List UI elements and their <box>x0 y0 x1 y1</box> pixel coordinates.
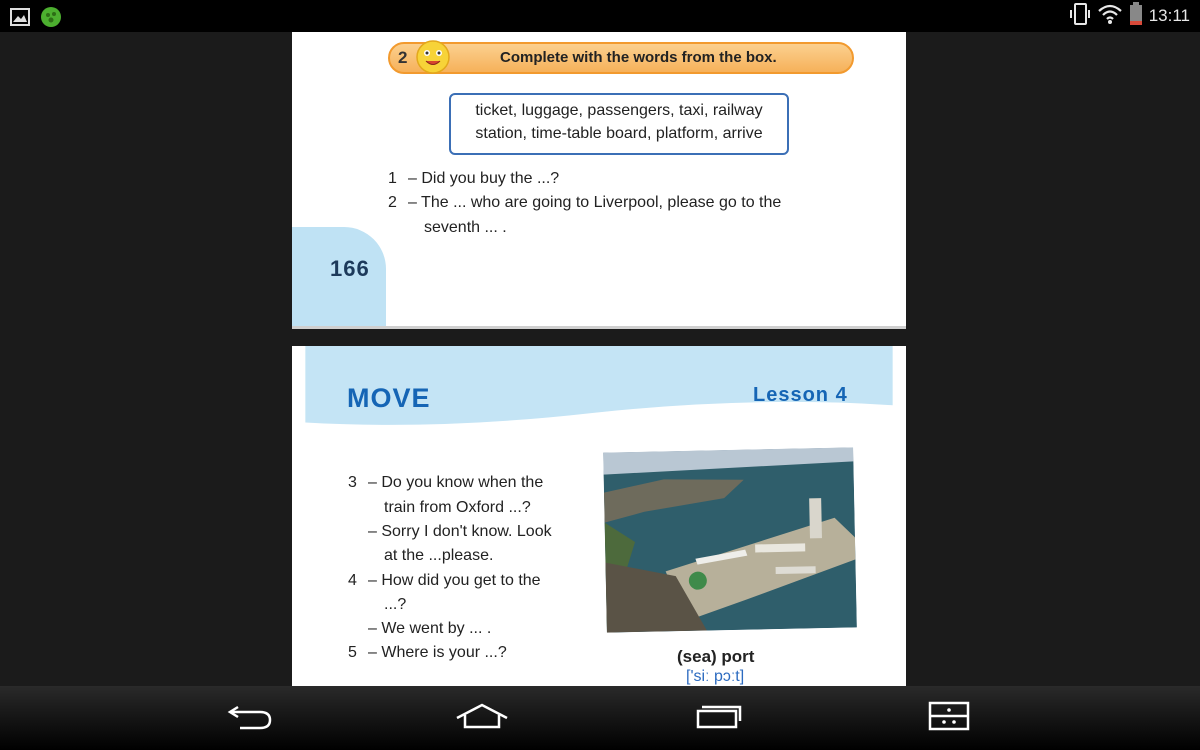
smiley-icon <box>414 38 452 76</box>
sentence-text: – Do you know when the <box>368 474 544 491</box>
home-icon <box>453 701 511 736</box>
back-button[interactable] <box>220 698 280 738</box>
sentence-text: – Where is your ...? <box>368 644 507 661</box>
task-number: 2 <box>398 48 408 67</box>
sentence-text: – We went by ... . <box>368 620 492 637</box>
sentence-number: 3 <box>348 474 357 491</box>
unit-title: MOVE <box>347 383 431 413</box>
page-166 <box>292 32 906 329</box>
battery-icon <box>1129 2 1143 31</box>
sentence-number: 4 <box>348 572 357 589</box>
sentence-text: at the ...please. <box>384 547 494 564</box>
wifi-icon <box>1097 3 1123 30</box>
sentence-number: 2 <box>388 194 397 211</box>
status-bar <box>0 0 1200 32</box>
vibrate-icon <box>1069 2 1091 31</box>
app-icon[interactable] <box>40 6 62 33</box>
lesson-title: Lesson 4 <box>753 384 848 406</box>
home-button[interactable] <box>452 698 512 738</box>
word-box-line: station, time-table board, platform, arrive <box>475 125 763 142</box>
page-number: 166 <box>330 256 370 281</box>
task-banner <box>388 42 854 74</box>
page-167 <box>292 346 906 686</box>
sentence-text: ...? <box>384 596 407 613</box>
sea-port-photo <box>603 447 857 632</box>
sentence-text: – The ... who are going to Liverpool, please go to the <box>408 194 782 211</box>
word-box <box>449 93 789 155</box>
photo-caption: (sea) port <box>677 647 755 666</box>
sentence-text: – How did you get to the <box>368 572 541 589</box>
recent-apps-icon <box>692 701 744 736</box>
sentence-text: – Sorry I don't know. Look <box>368 523 552 540</box>
sentence-text: – Did you buy the ...? <box>408 170 560 187</box>
phonetic-transcription: ['siː pɔːt] <box>686 668 745 685</box>
sentence-number: 1 <box>388 170 397 187</box>
clock: 13:11 <box>1148 6 1190 25</box>
task-instruction: Complete with the words from the box. <box>500 49 777 66</box>
gallery-icon[interactable] <box>10 8 30 31</box>
navigation-bar <box>0 686 1200 750</box>
sentence-number: 5 <box>348 644 357 661</box>
back-icon <box>224 701 276 736</box>
menu-button[interactable] <box>919 698 979 738</box>
sentence-text: train from Oxford ...? <box>384 499 531 516</box>
menu-icon <box>927 700 971 737</box>
word-box-line: ticket, luggage, passengers, taxi, railway <box>475 102 763 119</box>
sentence-text: seventh ... . <box>424 219 507 236</box>
document-viewer[interactable] <box>0 32 1200 686</box>
recent-apps-button[interactable] <box>688 698 748 738</box>
